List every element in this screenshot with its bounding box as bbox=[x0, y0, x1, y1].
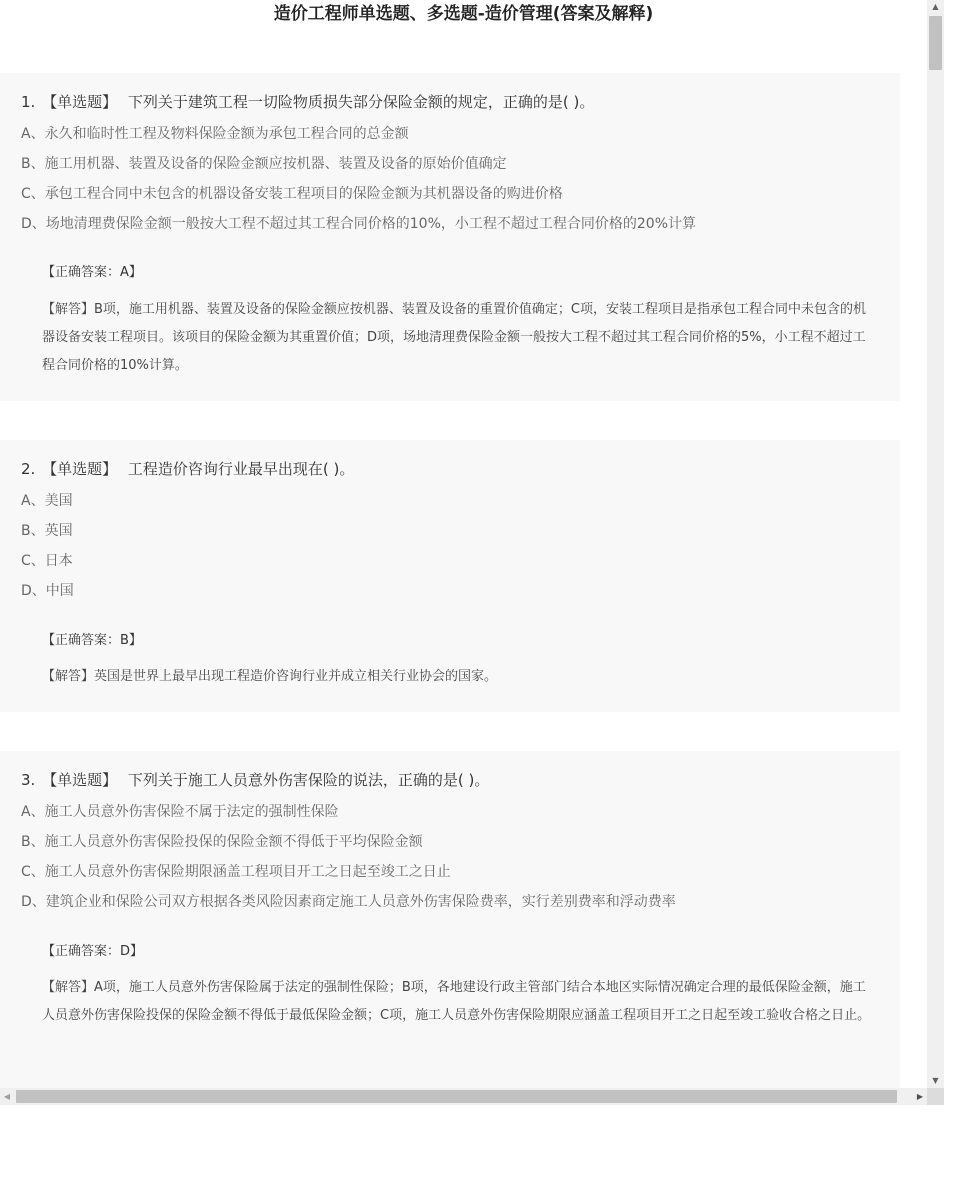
question-card bbox=[0, 440, 900, 712]
option-a: A、施工人员意外伤害保险不属于法定的强制性保险 bbox=[21, 804, 339, 820]
correct-answer: 【正确答案：D】 bbox=[42, 944, 144, 959]
option-b: B、英国 bbox=[21, 523, 73, 539]
answer-explanation: 【解答】B项，施工用机器、装置及设备的保险金额应按机器、装置及设备的重置价值确定；C项，安装工程项目是指承包工程合同中未包含的机器设备安装工程项目。该项目的保险金额为其重置价值；D项，场地清理费保险金额一般按大工程不超过其工程合同价格的5%，小工程不超过工程合同价格的10%计算。 bbox=[42, 302, 866, 373]
scroll-down-arrow-icon[interactable]: ▼ bbox=[932, 1076, 939, 1085]
scroll-left-arrow-icon[interactable]: ◀ bbox=[3, 1092, 11, 1101]
option-d: D、建筑企业和保险公司双方根据各类风险因素商定施工人员意外伤害保险费率，实行差别费率和浮动费率 bbox=[21, 894, 676, 910]
scrollbar-corner bbox=[927, 1088, 944, 1105]
vertical-scroll-thumb[interactable] bbox=[929, 16, 942, 70]
question-card bbox=[0, 73, 900, 401]
option-a: A、美国 bbox=[21, 493, 73, 509]
question-number: 3. bbox=[21, 771, 36, 789]
question-stem: 工程造价咨询行业最早出现在( )。 bbox=[127, 460, 355, 478]
question-card bbox=[0, 751, 900, 1088]
option-list bbox=[21, 491, 74, 611]
scroll-right-arrow-icon[interactable]: ▶ bbox=[916, 1092, 924, 1101]
option-b: B、施工用机器、装置及设备的保险金额应按机器、装置及设备的原始价值确定 bbox=[21, 156, 507, 172]
option-d: D、场地清理费保险金额一般按大工程不超过其工程合同价格的10%，小工程不超过工程合同价格的20%计算 bbox=[21, 216, 697, 232]
horizontal-scroll-thumb[interactable] bbox=[16, 1090, 897, 1103]
option-c: C、日本 bbox=[21, 553, 73, 569]
question-number: 1. bbox=[21, 93, 36, 111]
option-d: D、中国 bbox=[21, 583, 74, 599]
question-header bbox=[21, 92, 594, 112]
option-c: C、施工人员意外伤害保险期限涵盖工程项目开工之日起至竣工之日止 bbox=[21, 864, 451, 880]
page-title: 造价工程师单选题、多选题-造价管理(答案及解释) bbox=[273, 4, 654, 24]
option-c: C、承包工程合同中未包含的机器设备安装工程项目的保险金额为其机器设备的购进价格 bbox=[21, 186, 563, 202]
question-type: 【单选题】 bbox=[42, 460, 118, 478]
question-type: 【单选题】 bbox=[42, 93, 118, 111]
question-stem: 下列关于建筑工程一切险物质损失部分保险金额的规定，正确的是( )。 bbox=[127, 93, 595, 111]
horizontal-scrollbar[interactable] bbox=[0, 1088, 927, 1105]
vertical-scrollbar[interactable] bbox=[927, 0, 944, 1088]
answer-explanation: 【解答】英国是世界上最早出现工程造价咨询行业并成立相关行业协会的国家。 bbox=[42, 669, 498, 684]
question-number: 2. bbox=[21, 460, 36, 478]
option-list bbox=[21, 802, 676, 922]
question-header bbox=[21, 770, 489, 790]
correct-answer: 【正确答案：A】 bbox=[42, 265, 142, 280]
question-header bbox=[21, 459, 354, 479]
option-b: B、施工人员意外伤害保险投保的保险金额不得低于平均保险金额 bbox=[21, 834, 423, 850]
question-type: 【单选题】 bbox=[42, 771, 118, 789]
correct-answer: 【正确答案：B】 bbox=[42, 633, 142, 648]
option-a: A、永久和临时性工程及物料保险金额为承包工程合同的总金额 bbox=[21, 126, 409, 142]
scroll-up-arrow-icon[interactable]: ▲ bbox=[932, 2, 939, 11]
question-stem: 下列关于施工人员意外伤害保险的说法，正确的是( )。 bbox=[127, 771, 490, 789]
option-list bbox=[21, 124, 696, 244]
answer-explanation: 【解答】A项，施工人员意外伤害保险属于法定的强制性保险；B项，各地建设行政主管部门结合本地区实际情况确定合理的最低保险金额，施工人员意外伤害保险投保的保险金额不得低于最低保险金额；C项，施工人员意外伤害保险期限应涵盖工程项目开工之日起至竣工验收合格之日止。 bbox=[42, 980, 871, 1023]
